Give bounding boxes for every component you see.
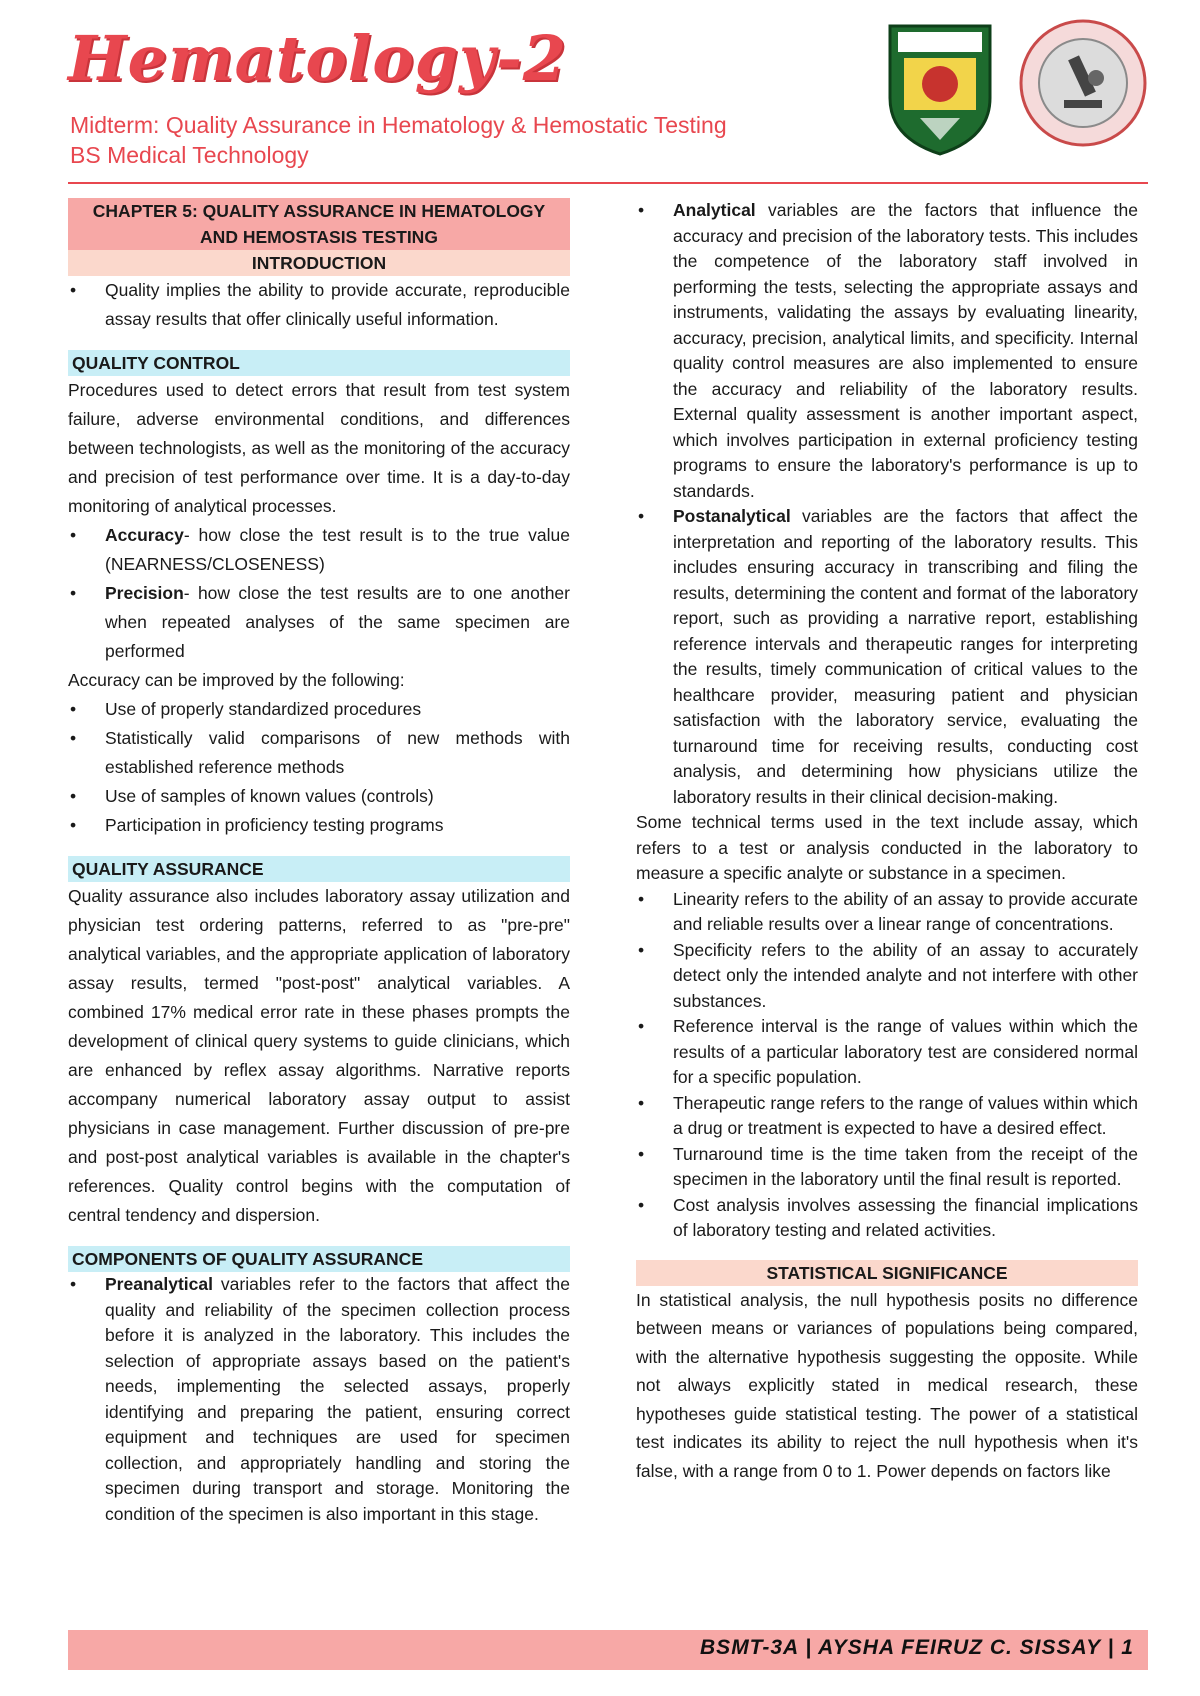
postanalytical-definition: variables are the factors that affect the interpretation and reporting of the laboratory results. This includes ensuring accuracy in transcribing and filing the results, determining the content and format of the laboratory report, such as providing a narrative report, establishing reference intervals and therapeutic ranges for interpreting the results, timely communication of critical values to the healthcare provider, measuring patient and physician satisfaction with the laboratory service, evaluating the turnaround time for receiving results, conducting cost analysis, and determining how physicians utilize the laboratory results in their clinical decision-making.	[673, 506, 1138, 807]
quality-control-paragraph: Procedures used to detect errors that result from test system failure, adverse environmental conditions, and differences between technologists, as well as the monitoring of the accuracy and precision of test performance over time. It is a day-to-day monitoring of analytical processes.	[68, 380, 570, 516]
page-subtitle: Midterm: Quality Assurance in Hematology & Hemostatic Testing	[70, 112, 727, 138]
components-header: COMPONENTS OF QUALITY ASSURANCE	[68, 1246, 570, 1272]
list-item: • Reference interval is the range of values within which the results of a particular laboratory test are considered normal for a specific population.	[636, 1014, 1138, 1091]
accuracy-definition: - how close the test result is to the true value (NEARNESS/CLOSENESS)	[105, 525, 570, 574]
chapter-title: CHAPTER 5: QUALITY ASSURANCE IN HEMATOLOGY AND HEMOSTASIS TESTING	[68, 198, 570, 250]
accuracy-term: Accuracy	[105, 525, 184, 545]
list-item	[68, 1272, 570, 1527]
analytical-term: Analytical	[673, 200, 756, 220]
qc-definitions-list	[68, 521, 570, 666]
footer-author: BSMT-3A | AYSHA FEIRUZ C. SISSAY | 1	[700, 1636, 1134, 1659]
program-name: BS Medical Technology	[70, 142, 309, 168]
list-item: • Use of samples of known values (controls)	[68, 782, 570, 811]
preanalytical-definition: variables refer to the factors that affect the quality and reliability of the specimen collection process before it is analyzed in the laboratory. This includes the selection of appropriate assays based on the patient's needs, implementing the selected assays, properly identifying and preparing the patient, ensuring correct equipment and techniques are used for specimen collection, and appropriately handling and storing the specimen during transport and storage. Monitoring the condition of the specimen is also important in this stage.	[105, 1274, 570, 1524]
left-column	[68, 198, 570, 1527]
university-seal-logo	[880, 18, 1000, 158]
page-footer	[68, 1630, 1148, 1670]
accuracy-improve-intro: Accuracy can be improved by the following:	[68, 670, 405, 690]
precision-term: Precision	[105, 583, 184, 603]
preanalytical-term: Preanalytical	[105, 1274, 213, 1294]
medtech-society-logo	[1018, 18, 1148, 148]
list-item: • Cost analysis involves assessing the financial implications of laboratory testing and related activities.	[636, 1193, 1138, 1244]
introduction-header: INTRODUCTION	[68, 250, 570, 276]
analytical-definition: variables are the factors that influence the accuracy and precision of the laboratory tests. This includes the competence of the laboratory staff involved in performing the tests, selecting the appropriate assays and instruments, validating the assays by evaluating linearity, accuracy, precision, analytical limits, and specificity. Internal quality control measures are also implemented to ensure the accuracy and reliability of the laboratory results. External quality assessment is another important aspect, which involves participation in external proficiency testing programs to ensure the laboratory's performance is up to standards.	[673, 200, 1138, 501]
list-item: • Therapeutic range refers to the range of values within which a drug or treatment is expected to have a desired effect.	[636, 1091, 1138, 1142]
technical-terms-list	[636, 887, 1138, 1244]
quality-assurance-header: QUALITY ASSURANCE	[68, 856, 570, 882]
statistical-significance-header: STATISTICAL SIGNIFICANCE	[636, 1260, 1138, 1286]
quality-control-header: QUALITY CONTROL	[68, 350, 570, 376]
accuracy-improve-list	[68, 695, 570, 840]
list-item: • Specificity refers to the ability of an assay to accurately detect only the intended analyte and not interfere with other substances.	[636, 938, 1138, 1015]
technical-terms-intro: Some technical terms used in the text include assay, which refers to a test or analysis conducted in the laboratory to measure a specific analyte or substance in a specimen.	[636, 812, 1138, 883]
list-item	[68, 579, 570, 666]
components-list-continued	[636, 198, 1138, 810]
precision-definition: - how close the test results are to one another when repeated analyses of the same specimen are performed	[105, 583, 570, 661]
list-item: • Participation in proficiency testing programs	[68, 811, 570, 840]
introduction-list	[68, 276, 570, 334]
statistical-significance-paragraph: In statistical analysis, the null hypothesis posits no difference between means or variances of populations being compared, with the alternative hypothesis suggesting the opposite. While not always explicitly stated in medical research, these hypotheses guide statistical testing. The power of a statistical test indicates its ability to reject the null hypothesis when it's false, with a range from 0 to 1. Power depends on factors like	[636, 1289, 1138, 1481]
list-item: • Statistically valid comparisons of new methods with established reference methods	[68, 724, 570, 782]
components-list	[68, 1272, 570, 1527]
right-column	[636, 198, 1138, 1485]
quality-assurance-paragraph: Quality assurance also includes laboratory assay utilization and physician test ordering patterns, referred to as "pre-pre" analytical variables, and the appropriate application of laboratory assay results, termed "post-post" analytical variables. A combined 17% medical error rate in these phases prompts the development of clinical query systems to guide clinicians, which are enhanced by reflex assay algorithms. Narrative reports accompany numerical laboratory assay output to assist physicians in case management. Further discussion of pre-pre and post-post analytical variables is available in the chapter's references. Quality control begins with the computation of central tendency and dispersion.	[68, 886, 570, 1225]
postanalytical-term: Postanalytical	[673, 506, 791, 526]
list-item	[636, 198, 1138, 504]
list-item	[636, 504, 1138, 810]
list-item	[68, 521, 570, 579]
list-item: • Linearity refers to the ability of an assay to provide accurate and reliable results over a linear range of concentrations.	[636, 887, 1138, 938]
list-item: • Quality implies the ability to provide accurate, reproducible assay results that offer clinically useful information.	[68, 276, 570, 334]
page-header	[0, 0, 1200, 190]
list-item: • Use of properly standardized procedures	[68, 695, 570, 724]
list-item: • Turnaround time is the time taken from the receipt of the specimen in the laboratory until the final result is reported.	[636, 1142, 1138, 1193]
header-divider	[68, 182, 1148, 184]
page-title: Hematology-2	[68, 22, 567, 95]
